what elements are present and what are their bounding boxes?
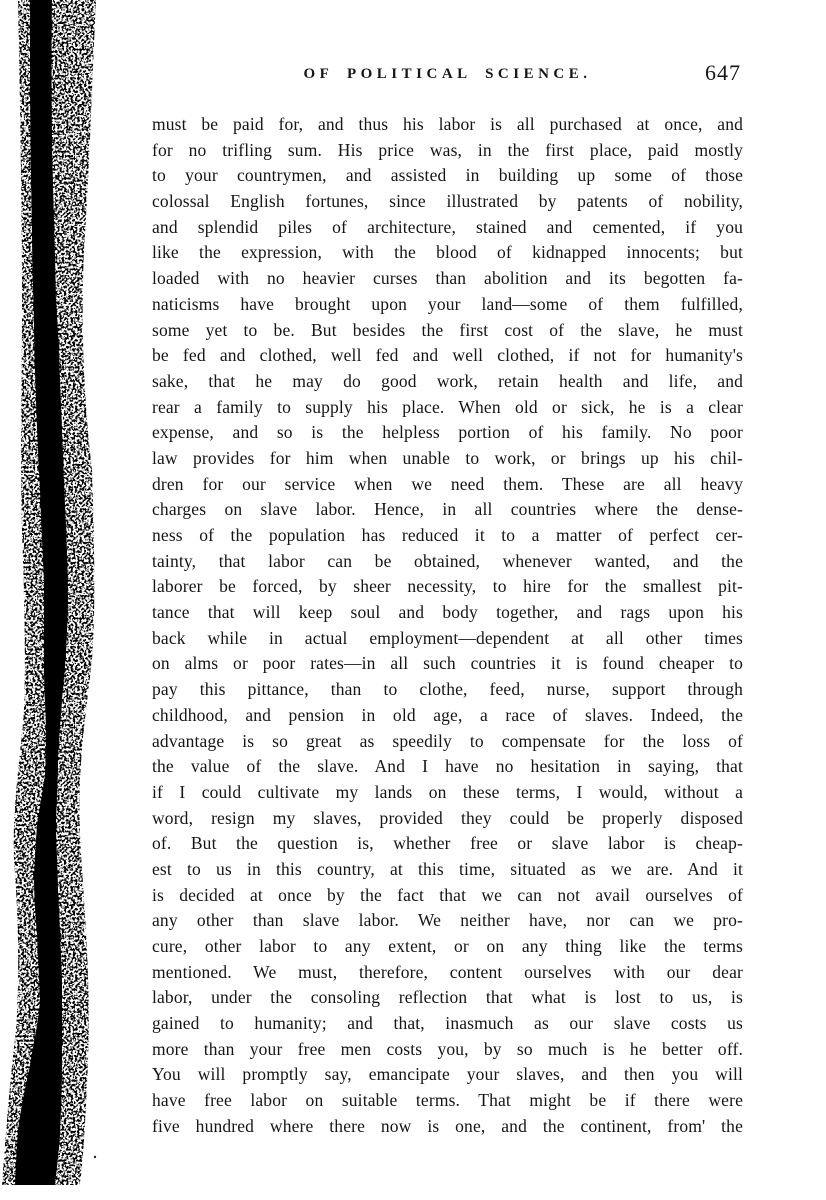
text-line: ness of the population has reduced it to a matter of perfect cer- xyxy=(152,525,743,545)
text-line: dren for our service when we need them. These are all heavy xyxy=(152,473,743,494)
text-line: some yet to be. But besides the first cost of the slave, he must xyxy=(152,319,743,340)
text-line: like the expression, with the blood of kidnapped innocents; but xyxy=(152,242,743,263)
text-line: five hundred where there now is one, and the continent, from' the xyxy=(152,1115,743,1136)
text-line: more than your free men costs you, by so much is he better off. xyxy=(152,1038,743,1059)
text-line: and splendid piles of architecture, stained and cemented, if you xyxy=(152,216,743,237)
text-line: for no trifling sum. His price was, in the first place, paid mostly xyxy=(152,139,743,160)
text-line: word, resign my slaves, provided they could be properly disposed xyxy=(152,807,743,828)
running-head: OF POLITICAL SCIENCE. xyxy=(303,66,592,82)
text-line: childhood, and pension in old age, a race of slaves. Indeed, the xyxy=(152,704,743,725)
text-line: on alms or poor rates—in all such countries it is found cheaper to xyxy=(152,653,743,674)
text-line: rear a family to supply his place. When old or sick, he is a clear xyxy=(152,396,743,417)
text-line: loaded with no heavier curses than abolition and its begotten fa- xyxy=(152,268,743,289)
text-line: cure, other labor to any extent, or on any thing like the terms xyxy=(152,936,743,956)
text-line: expense, and so is the helpless portion of his family. No poor xyxy=(152,422,743,443)
text-line: sake, that he may do good work, retain health and life, and xyxy=(152,370,743,391)
page-header-row xyxy=(152,58,743,92)
text-line: laborer be forced, by sheer necessity, to hire for the smallest pit- xyxy=(152,576,743,597)
text-line: to your countrymen, and assisted in building up some of those xyxy=(152,165,743,186)
text-line: mentioned. We must, therefore, content ourselves with our dear xyxy=(152,961,743,982)
text-line: have free labor on suitable terms. That might be if there were xyxy=(152,1090,743,1111)
text-line: est to us in this country, at this time, situated as we are. And it xyxy=(152,858,743,879)
page-content xyxy=(152,58,743,1140)
text-line: back while in actual employment—dependent at all other times xyxy=(152,627,743,648)
text-line: You will promptly say, emancipate your slaves, and then you will xyxy=(152,1064,743,1085)
text-line: law provides for him when unable to work, or brings up his chil- xyxy=(152,447,743,468)
text-line: naticisms have brought upon your land—some of them fulfilled, xyxy=(152,293,743,314)
text-line: tainty, that labor can be obtained, whenever wanted, and the xyxy=(152,550,743,571)
text-line: any other than slave labor. We neither have, nor can we pro- xyxy=(152,910,743,931)
text-line: charges on slave labor. Hence, in all countries where the dense- xyxy=(152,499,743,520)
text-line: of. But the question is, whether free or slave labor is cheap- xyxy=(152,833,743,854)
text-line: be fed and clothed, well fed and well clothed, if not for humanity's xyxy=(152,345,743,366)
text-line: must be paid for, and thus his labor is all purchased at once, and xyxy=(152,114,743,134)
text-line: if I could cultivate my lands on these terms, I would, without a xyxy=(152,781,743,802)
text-line: gained to humanity; and that, inasmuch as our slave costs us xyxy=(152,1013,743,1034)
text-line: labor, under the consoling reflection that what is lost to us, is xyxy=(152,987,743,1008)
page-number: 647 xyxy=(705,60,741,85)
binding-scan-artifact xyxy=(0,0,140,1200)
text-line: colossal English fortunes, since illustrated by patents of nobility, xyxy=(152,191,743,212)
text-line: is decided at once by the fact that we can not avail ourselves of xyxy=(152,884,743,905)
text-line: pay this pittance, than to clothe, feed, nurse, support through xyxy=(152,679,743,700)
body-text xyxy=(152,112,743,1140)
text-line: tance that will keep soul and body together, and rags upon his xyxy=(152,602,743,623)
text-line: advantage is so great as speedily to compensate for the loss of xyxy=(152,730,743,751)
text-line: the value of the slave. And I have no hesitation in saying, that xyxy=(152,756,743,777)
